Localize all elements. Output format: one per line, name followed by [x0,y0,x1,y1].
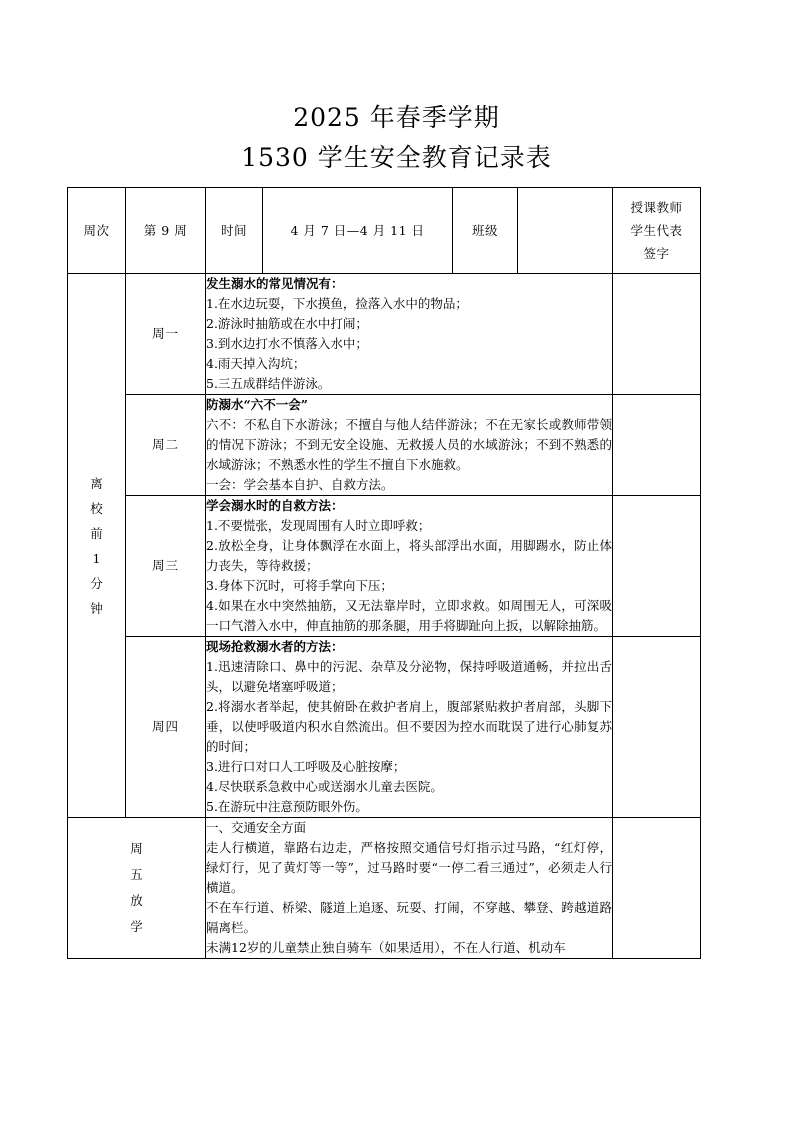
header-time-value[interactable]: 4 月 7 日—4 月 11 日 [263,188,453,274]
content-line: 六不：不私自下水游泳；不擅自与他人结伴游泳；不在无家长或教师带领的情况下游泳；不到无安全设施、无救援人员的水域游泳；不到不熟悉的水域游泳；不熟悉水性的学生不擅自下水施救。 [206,417,612,472]
vlabel-char: 钟 [90,600,103,616]
signature-cell-friday[interactable] [613,818,701,959]
content-line: 4.如果在水中突然抽筋，又无法靠岸时，立即求救。如周围无人，可深吸一口气潜入水中，伸直抽筋的那条腿，用手将脚趾向上扳，以解除抽筋。 [206,598,612,633]
day-label-tuesday: 周二 [126,395,206,496]
vlabel-char: 前 [90,525,103,541]
content-heading: 学会溺水时的自救方法： [206,498,344,513]
content-line: 3.身体下沉时，可将手掌向下压； [206,578,393,593]
content-line: 不在车行道、桥梁、隧道上追逐、玩耍、打闹，不穿越、攀登、跨越道路隔离栏。 [206,900,612,935]
content-line: 2.游泳时抽筋或在水中打闹； [206,316,368,331]
content-cell-friday [206,818,613,959]
content-cell-monday [206,274,613,395]
content-cell-thursday [206,637,613,818]
signature-cell-tuesday[interactable] [613,395,701,496]
content-line: 5.在游玩中注意预防眼外伤。 [206,799,368,814]
signature-label-line1: 授课教师 [630,200,683,215]
content-heading: 现场抢救溺水者的方法： [206,639,344,654]
vlabel-char: 1 [92,550,101,566]
title-line-year: 2025 年春季学期 [293,103,500,132]
day-label-monday: 周一 [126,274,206,395]
signature-cell-thursday[interactable] [613,637,701,818]
content-heading: 一、交通安全方面 [206,820,307,835]
vertical-label-stack [68,471,125,621]
content-line: 3.进行口对口人工呼吸及心脏按摩； [206,759,406,774]
content-heading: 防溺水“六不一会” [206,397,308,412]
signature-cell-wednesday[interactable] [613,496,701,637]
table-row [68,818,701,959]
table-row [68,496,701,637]
header-time-label: 时间 [206,188,263,274]
table-header-row [68,188,701,274]
vlabel-char: 放 [130,893,143,908]
header-class-value[interactable] [518,188,613,274]
title-line-subject: 1530 学生安全教育记录表 [241,143,552,172]
document-title-block [0,98,793,178]
content-line: 1.迅速清除口、鼻中的污泥、杂草及分泌物，保持呼吸道通畅，并拉出舌头，以避免堵塞呼吸道； [206,659,612,694]
content-line: 3.到水边打水不慎落入水中； [206,336,368,351]
safety-education-record-table [67,187,701,959]
vlabel-char: 学 [130,919,143,934]
signature-label-line3: 签字 [643,246,670,261]
header-week-value[interactable]: 第 9 周 [126,188,206,274]
table-row [68,637,701,818]
content-line: 4.尽快联系急救中心或送溺水儿童去医院。 [206,779,443,794]
content-cell-tuesday [206,395,613,496]
content-line: 未满12岁的儿童禁止独自骑车（如果适用），不在人行道、机动车 [206,940,566,955]
table-row [68,274,701,395]
content-line: 一会：学会基本自护、自救方法。 [206,477,394,492]
content-line: 1.在水边玩耍，下水摸鱼，捡落入水中的物品； [206,296,468,311]
content-line: 走人行横道，靠路右边走，严格按照交通信号灯指示过马路，“红灯停，绿灯行，见了黄灯等一等”，过马路时要“一停二看三通过”，必须走人行横道。 [206,840,612,895]
vlabel-char: 五 [130,867,143,882]
vlabel-char: 校 [90,500,103,516]
header-class-label: 班级 [453,188,518,274]
table-row [68,395,701,496]
signature-cell-monday[interactable] [613,274,701,395]
content-cell-wednesday [206,496,613,637]
content-line: 2.将溺水者举起，使其俯卧在救护者肩上，腹部紧贴救护者肩部，头脚下垂，以使呼吸道内积水自然流出。但不要因为控水而耽误了进行心肺复苏的时间； [206,699,612,754]
vlabel-char: 离 [90,475,103,491]
content-heading: 发生溺水的常见情况有： [206,276,344,291]
signature-label-line2: 学生代表 [630,223,683,238]
content-line: 1.不要慌张，发现周围有人时立即呼救； [206,518,431,533]
vertical-label-stack [68,836,205,940]
header-week-label: 周次 [68,188,126,274]
content-line: 2.放松全身，让身体飘浮在水面上，将头部浮出水面，用脚踢水，防止体力丧失，等待救援； [206,538,612,573]
header-signature-label [613,188,701,274]
content-line: 4.雨天掉入沟坑； [206,356,306,371]
vlabel-char: 周 [130,841,143,856]
day-label-thursday: 周四 [126,637,206,818]
day-label-wednesday: 周三 [126,496,206,637]
vlabel-char: 分 [90,575,103,591]
section-label-before-leaving [68,274,126,818]
content-line: 5.三五成群结伴游泳。 [206,376,331,391]
section-label-friday [68,818,206,959]
